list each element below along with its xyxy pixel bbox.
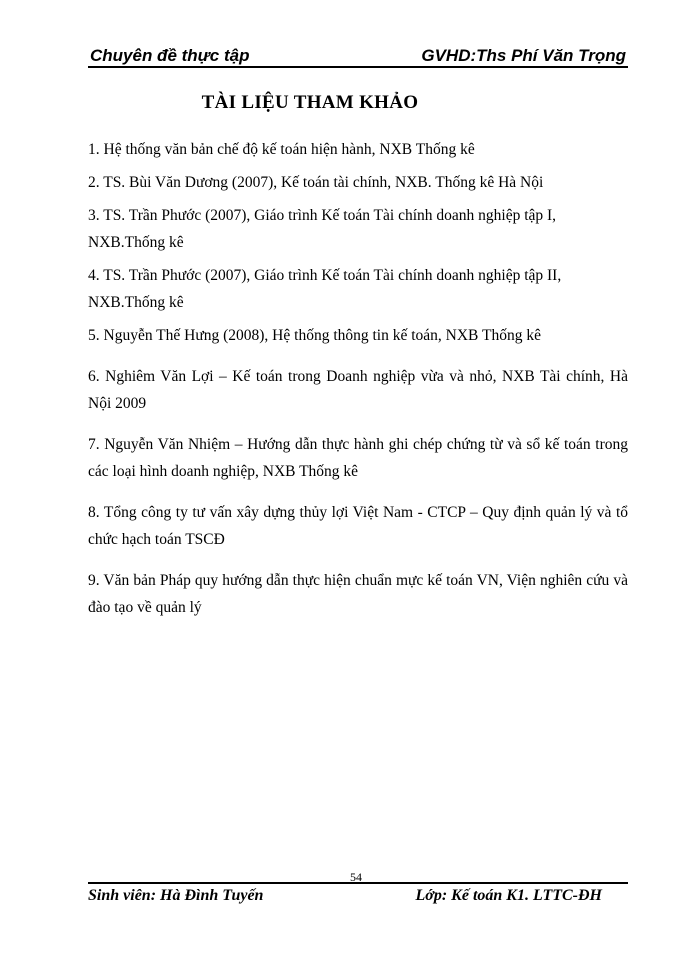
page-header [88,44,628,68]
page-number: 54 [350,870,362,884]
reference-item: 6. Nghiêm Văn Lợi – Kế toán trong Doanh nghiệp vừa và nhỏ, NXB Tài chính, Hà Nội 2009 [88,368,628,412]
footer-student: Sinh viên: Hà Đình Tuyến [88,887,264,904]
page-footer [88,870,628,906]
reference-item: 2. TS. Bùi Văn Dương (2007), Kế toán tài chính, NXB. Thống kê Hà Nội [88,174,544,191]
header-advisor: GVHD:Ths Phí Văn Trọng [421,46,626,65]
reference-item: 4. TS. Trần Phước (2007), Giáo trình Kế toán Tài chính doanh nghiệp tập II, NXB.Thống kê [88,267,562,311]
reference-item: 3. TS. Trần Phước (2007), Giáo trình Kế toán Tài chính doanh nghiệp tập I, NXB.Thống kê [88,207,557,251]
page-title: TÀI LIỆU THAM KHẢO [201,92,419,113]
reference-item: 5. Nguyễn Thế Hưng (2008), Hệ thống thông tin kế toán, NXB Thống kê [88,327,541,344]
reference-list [88,136,628,627]
reference-item: 9. Văn bản Pháp quy hướng dẫn thực hiện chuẩn mực kế toán VN, Viện nghiên cứu và đào tạo về quản lý [88,572,628,616]
footer-class: Lớp: Kế toán K1. LTTC-ĐH [415,887,602,904]
header-topic: Chuyên đề thực tập [90,46,250,65]
reference-item: 1. Hệ thống văn bản chế độ kế toán hiện hành, NXB Thống kê [88,141,475,158]
reference-item: 8. Tổng công ty tư vấn xây dựng thủy lợi Việt Nam - CTCP – Quy định quản lý và tổ chức hạch toán TSCĐ [88,504,628,548]
reference-item: 7. Nguyễn Văn Nhiệm – Hướng dẫn thực hành ghi chép chứng từ và sổ kế toán trong các loại hình doanh nghiệp, NXB Thống kê [88,436,628,480]
